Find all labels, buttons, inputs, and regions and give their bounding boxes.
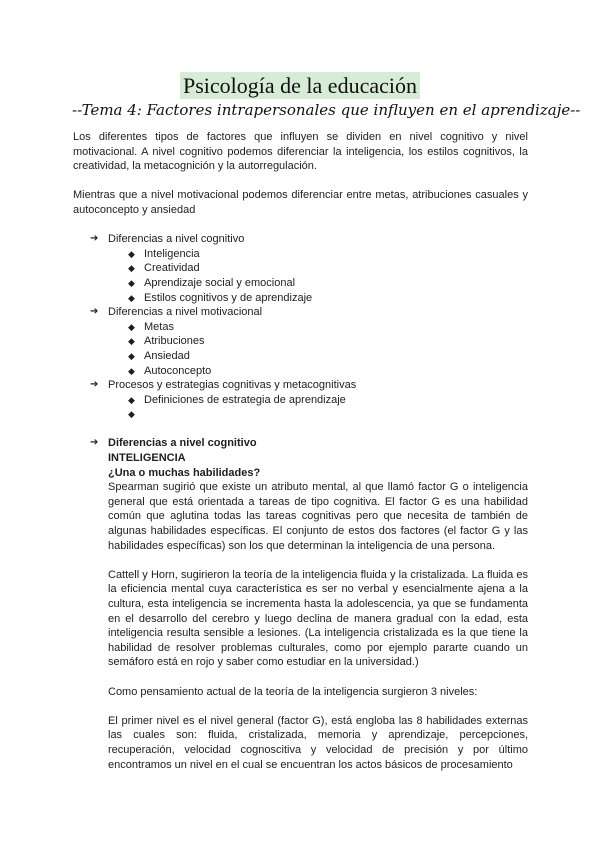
paragraph-cattell-horn: Cattell y Horn, sugirieron la teoría de la inteligencia fluida y la cristalizada. La fluida es la eficiencia mental cuya característica es ser no verbal y esencialmente ajena a la cultura, esta inteligencia se incrementa hasta la adolescencia, ya que se fundamenta en el desarrollo del cerebro y luego declina de manera gradual con la edad, esta inteligencia resulta sensible a lesiones. (La inteligencia cristalizada es la que tiene la habilidad de resolver problemas culturales, como por ejemplo pararte cuando un semáforo está en rojo y saber como estudiar en la universidad.)	[108, 568, 528, 669]
outline-item-strategies	[73, 378, 528, 422]
document-body	[73, 130, 528, 772]
list-item: ◆ Definiciones de estrategia de aprendizaje	[128, 393, 346, 406]
paragraph-spearman: Spearman sugirió que existe un atributo mental, al que llamó factor G o inteligencia general que está orientada a tareas de tipo cognitiva. El factor G es una habilidad común que aglutina todas las tareas cognitivas pero que necesita de también de algunas habilidades específicas. El conjunto de estos dos factores (el factor G y las habilidades específicas) son los que determinan la inteligencia de una persona.	[108, 481, 528, 552]
outline-label: Diferencias a nivel motivacional	[108, 306, 263, 319]
diamond-bullet-icon: ◆	[128, 263, 135, 274]
document-title: Psicología de la educación	[180, 72, 420, 99]
section-subheading: INTELIGENCIA	[108, 452, 186, 465]
arrow-icon: ➔	[90, 306, 99, 318]
list-item: ◆ Atribuciones	[128, 335, 205, 348]
list-item: ◆ Ansiedad	[128, 349, 190, 362]
diamond-bullet-icon: ◆	[128, 277, 135, 288]
outline-list	[73, 232, 528, 422]
section-cognitive	[73, 436, 528, 772]
diamond-bullet-icon: ◆	[128, 321, 135, 332]
diamond-bullet-icon: ◆	[128, 336, 135, 347]
list-item: ◆ Creatividad	[128, 262, 200, 275]
diamond-bullet-icon: ◆	[128, 394, 135, 405]
list-item: ◆ Autoconcepto	[128, 364, 212, 377]
list-item	[108, 407, 528, 422]
diamond-bullet-icon: ◆	[128, 292, 135, 303]
intro-paragraph-2: Mientras que a nivel motivacional podemos diferenciar entre metas, atribuciones casuales y autoconcepto y ansiedad	[73, 189, 528, 216]
paragraph-first-level: El primer nivel es el nivel general (factor G), está engloba las 8 habilidades externas las cuales son: fluida, cristalizada, memoria y aprendizaje, percepciones, recuperación, velocidad cognoscitiva y velocidad de precisión y por último encontramos un nivel en el cual se encuentran los actos básicos de procesamiento	[108, 714, 528, 771]
outline-sublist	[108, 247, 528, 305]
outline-sublist	[108, 320, 528, 378]
outline-item-motivational	[73, 305, 528, 378]
diamond-bullet-icon: ◆	[128, 409, 135, 420]
section-question: ¿Una o muchas habilidades?	[108, 466, 261, 479]
arrow-icon: ➔	[90, 379, 99, 391]
outline-sublist	[108, 393, 528, 422]
section-heading: ➔ Diferencias a nivel cognitivo	[90, 437, 257, 450]
arrow-icon: ➔	[90, 233, 99, 245]
title-container	[0, 72, 600, 99]
paragraph-levels-intro: Como pensamiento actual de la teoría de la inteligencia surgieron 3 niveles:	[108, 685, 478, 698]
list-item: ◆ Metas	[128, 320, 174, 333]
intro-paragraph: Los diferentes tipos de factores que influyen se dividen en nivel cognitivo y nivel motivacional. A nivel cognitivo podemos diferenciar la inteligencia, los estilos cognitivos, la creatividad, la metacognición y la autorregulación.	[73, 131, 528, 173]
list-item: ◆ Aprendizaje social y emocional	[128, 276, 296, 289]
diamond-bullet-icon: ◆	[128, 365, 135, 376]
list-item: ◆ Estilos cognitivos y de aprendizaje	[128, 291, 313, 304]
diamond-bullet-icon: ◆	[128, 248, 135, 259]
list-item: ◆ Inteligencia	[128, 247, 200, 260]
outline-label: Diferencias a nivel cognitivo	[108, 233, 245, 246]
outline-item-cognitive	[73, 232, 528, 305]
outline-label: Procesos y estrategias cognitivas y metacognitivas	[108, 379, 357, 392]
section-content	[73, 480, 528, 772]
diamond-bullet-icon: ◆	[128, 350, 135, 361]
arrow-icon: ➔	[90, 437, 99, 449]
document-subtitle: --Tema 4: Factores intrapersonales que influyen en el aprendizaje--	[72, 101, 581, 119]
